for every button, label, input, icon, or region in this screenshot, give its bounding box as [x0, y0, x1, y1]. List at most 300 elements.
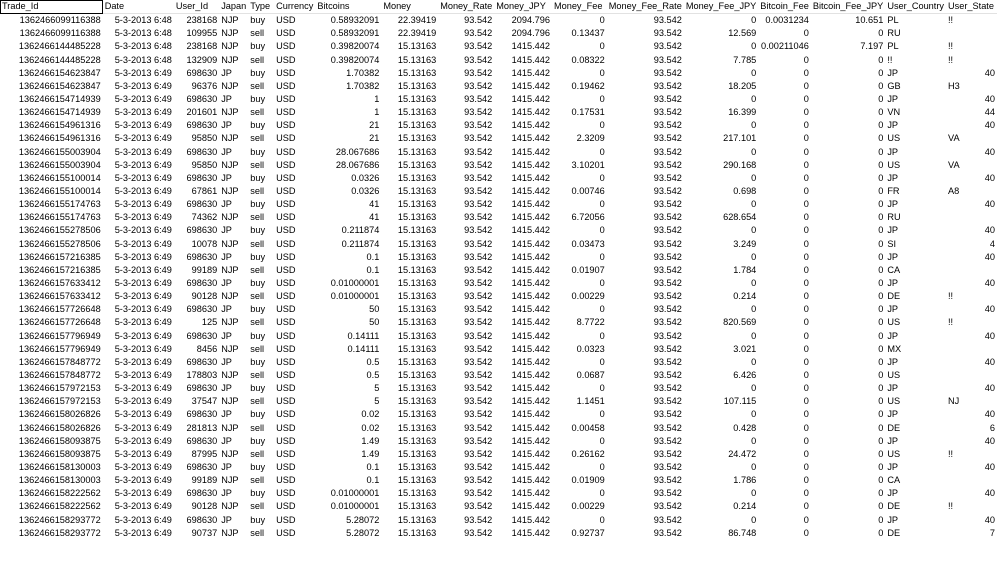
- cell-user-state[interactable]: !!: [948, 41, 954, 52]
- cell-money-jpy[interactable]: 1415.442: [511, 146, 550, 157]
- cell-japan[interactable]: JP: [221, 199, 232, 210]
- cell-bitcoins[interactable]: 0.02: [361, 422, 380, 433]
- cell-bitcoin-fee-jpy[interactable]: 0: [878, 422, 884, 433]
- cell-money[interactable]: 15.13163: [397, 435, 437, 446]
- cell-user-country[interactable]: JP: [887, 94, 899, 105]
- cell-bitcoin-fee[interactable]: 0: [803, 343, 809, 354]
- cell-money-fee-rate[interactable]: 93.542: [653, 186, 682, 197]
- column-header-bitcoin-fee-jpy[interactable]: Bitcoin_Fee_JPY: [811, 0, 885, 14]
- cell-type[interactable]: buy: [250, 383, 266, 394]
- cell-user-id[interactable]: 698630: [186, 461, 218, 472]
- cell-user-id[interactable]: 95850: [191, 159, 218, 170]
- cell-japan[interactable]: NJP: [221, 186, 239, 197]
- cell-bitcoin-fee[interactable]: 0: [803, 304, 809, 315]
- cell-user-country[interactable]: RU: [887, 212, 901, 223]
- cell-japan[interactable]: NJP: [221, 159, 239, 170]
- cell-money-jpy[interactable]: 1415.442: [511, 80, 550, 91]
- cell-currency[interactable]: USD: [276, 120, 296, 131]
- cell-bitcoin-fee-jpy[interactable]: 0: [878, 278, 884, 289]
- cell-user-state[interactable]: H3: [948, 80, 960, 91]
- cell-bitcoins[interactable]: 41: [369, 199, 380, 210]
- cell-money-fee-jpy[interactable]: 290.168: [723, 159, 757, 170]
- cell-trade-id[interactable]: 1362466154714939: [18, 94, 101, 105]
- cell-money-rate[interactable]: 93.542: [464, 356, 493, 367]
- cell-bitcoin-fee-jpy[interactable]: 0: [878, 146, 884, 157]
- cell-japan[interactable]: NJP: [221, 133, 239, 144]
- cell-money-fee[interactable]: 0: [599, 199, 605, 210]
- cell-user-country[interactable]: JP: [887, 146, 899, 157]
- cell-money-jpy[interactable]: 1415.442: [511, 264, 550, 275]
- cell-date[interactable]: 5-3-2013 6:49: [114, 159, 172, 170]
- column-header-user-country[interactable]: User_Country: [885, 0, 946, 14]
- cell-money-fee-jpy[interactable]: 0: [751, 67, 757, 78]
- cell-bitcoin-fee[interactable]: 0: [803, 475, 809, 486]
- cell-trade-id[interactable]: 1362466154623847: [18, 80, 101, 91]
- cell-date[interactable]: 5-3-2013 6:49: [114, 409, 172, 420]
- cell-user-country[interactable]: DE: [887, 501, 901, 512]
- cell-money-fee-jpy[interactable]: 0: [751, 356, 757, 367]
- cell-money-fee[interactable]: 0.13437: [571, 28, 605, 39]
- cell-bitcoin-fee[interactable]: 0: [803, 225, 809, 236]
- cell-money-rate[interactable]: 93.542: [464, 133, 493, 144]
- cell-trade-id[interactable]: 1362466157726648: [18, 304, 101, 315]
- cell-user-state[interactable]: A8: [948, 186, 960, 197]
- cell-user-state[interactable]: 40: [984, 146, 995, 157]
- cell-money-rate[interactable]: 93.542: [464, 54, 493, 65]
- cell-date[interactable]: 5-3-2013 6:49: [114, 304, 172, 315]
- column-header-trade-id[interactable]: Trade_Id: [0, 0, 103, 14]
- cell-type[interactable]: buy: [250, 67, 266, 78]
- cell-money-rate[interactable]: 93.542: [464, 370, 493, 380]
- cell-trade-id[interactable]: 1362466155100014: [18, 172, 101, 183]
- cell-money[interactable]: 15.13163: [397, 383, 437, 394]
- cell-user-country[interactable]: JP: [887, 461, 899, 472]
- cell-money-jpy[interactable]: 1415.442: [511, 501, 550, 512]
- column-header-bitcoins[interactable]: Bitcoins: [315, 0, 381, 14]
- cell-money-fee[interactable]: 0.03473: [571, 238, 605, 249]
- cell-money-fee-rate[interactable]: 93.542: [653, 291, 682, 302]
- cell-bitcoin-fee[interactable]: 0: [803, 448, 809, 459]
- cell-user-id[interactable]: 698630: [186, 225, 218, 236]
- cell-money-rate[interactable]: 93.542: [464, 212, 493, 223]
- cell-bitcoin-fee[interactable]: 0: [803, 186, 809, 197]
- cell-bitcoin-fee[interactable]: 0: [803, 514, 809, 525]
- cell-type[interactable]: buy: [250, 225, 266, 236]
- cell-type[interactable]: buy: [250, 461, 266, 472]
- cell-money[interactable]: 15.13163: [397, 212, 437, 223]
- cell-date[interactable]: 5-3-2013 6:49: [114, 120, 172, 131]
- cell-user-country[interactable]: US: [887, 317, 901, 328]
- cell-bitcoin-fee[interactable]: 0: [803, 67, 809, 78]
- cell-bitcoins[interactable]: 50: [369, 304, 380, 315]
- cell-money-jpy[interactable]: 1415.442: [511, 199, 550, 210]
- cell-money-rate[interactable]: 93.542: [464, 172, 493, 183]
- cell-money-fee-jpy[interactable]: 0: [751, 199, 757, 210]
- cell-type[interactable]: sell: [250, 28, 265, 39]
- cell-trade-id[interactable]: 1362466099116388: [19, 15, 101, 26]
- cell-money-jpy[interactable]: 1415.442: [511, 356, 550, 367]
- cell-japan[interactable]: NJP: [221, 501, 239, 512]
- cell-bitcoins[interactable]: 5.28072: [346, 514, 380, 525]
- cell-money-fee[interactable]: 0: [599, 15, 605, 26]
- cell-money-jpy[interactable]: 1415.442: [511, 448, 550, 459]
- cell-user-country[interactable]: JP: [887, 488, 899, 499]
- cell-user-country[interactable]: SI: [887, 238, 896, 249]
- cell-date[interactable]: 5-3-2013 6:48: [114, 15, 172, 26]
- cell-money-fee[interactable]: 0.00229: [571, 501, 605, 512]
- cell-money-jpy[interactable]: 1415.442: [511, 435, 550, 446]
- cell-money[interactable]: 15.13163: [397, 501, 437, 512]
- cell-type[interactable]: sell: [250, 186, 265, 197]
- cell-type[interactable]: buy: [250, 488, 266, 499]
- cell-japan[interactable]: JP: [221, 409, 232, 420]
- cell-money[interactable]: 15.13163: [397, 330, 437, 341]
- cell-user-state[interactable]: 40: [984, 356, 995, 367]
- cell-money-fee[interactable]: 0: [599, 120, 605, 131]
- cell-type[interactable]: sell: [250, 343, 265, 354]
- cell-money-fee[interactable]: 0: [599, 251, 605, 262]
- cell-user-state[interactable]: VA: [948, 133, 960, 144]
- cell-money-rate[interactable]: 93.542: [464, 94, 493, 105]
- cell-bitcoin-fee-jpy[interactable]: 0: [878, 527, 884, 538]
- cell-bitcoin-fee[interactable]: 0: [803, 94, 809, 105]
- cell-bitcoins[interactable]: 0.14111: [347, 330, 380, 341]
- cell-money-fee-rate[interactable]: 93.542: [653, 41, 682, 52]
- cell-user-id[interactable]: 281813: [186, 422, 218, 433]
- cell-bitcoins[interactable]: 1.70382: [346, 67, 380, 78]
- cell-bitcoins[interactable]: 0.1: [366, 461, 380, 472]
- cell-money-fee[interactable]: 0.19462: [571, 80, 605, 91]
- cell-japan[interactable]: NJP: [221, 80, 239, 91]
- cell-user-country[interactable]: US: [887, 448, 901, 459]
- cell-date[interactable]: 5-3-2013 6:49: [114, 448, 172, 459]
- cell-user-country[interactable]: JP: [887, 120, 899, 131]
- cell-trade-id[interactable]: 1362466155174763: [18, 199, 101, 210]
- cell-trade-id[interactable]: 1362466157796949: [18, 343, 101, 354]
- column-header-money-rate[interactable]: Money_Rate: [438, 0, 494, 14]
- cell-trade-id[interactable]: 1362466155100014: [18, 186, 101, 197]
- cell-money-fee-rate[interactable]: 93.542: [653, 527, 682, 538]
- cell-trade-id[interactable]: 1362466154961316: [18, 120, 101, 131]
- cell-user-country[interactable]: JP: [887, 356, 899, 367]
- cell-trade-id[interactable]: 1362466157972153: [18, 383, 101, 394]
- cell-date[interactable]: 5-3-2013 6:49: [114, 396, 172, 407]
- column-header-bitcoin-fee[interactable]: Bitcoin_Fee: [758, 0, 811, 14]
- cell-japan[interactable]: NJP: [221, 396, 239, 407]
- cell-user-id[interactable]: 10078: [191, 238, 218, 249]
- cell-japan[interactable]: NJP: [221, 264, 239, 275]
- cell-money-rate[interactable]: 93.542: [464, 461, 493, 472]
- cell-date[interactable]: 5-3-2013 6:49: [114, 251, 172, 262]
- cell-money-fee-rate[interactable]: 93.542: [653, 172, 682, 183]
- cell-money-rate[interactable]: 93.542: [464, 251, 493, 262]
- cell-user-id[interactable]: 90128: [191, 291, 218, 302]
- cell-bitcoin-fee[interactable]: 0: [803, 107, 809, 118]
- cell-trade-id[interactable]: 1362466158293772: [18, 527, 101, 538]
- cell-user-country[interactable]: CA: [887, 475, 901, 486]
- cell-money-fee-jpy[interactable]: 0: [751, 172, 757, 183]
- cell-type[interactable]: buy: [250, 172, 266, 183]
- cell-bitcoin-fee[interactable]: 0: [803, 501, 809, 512]
- cell-date[interactable]: 5-3-2013 6:49: [114, 146, 172, 157]
- cell-bitcoin-fee-jpy[interactable]: 0: [878, 396, 884, 407]
- cell-user-state[interactable]: 40: [984, 199, 995, 210]
- cell-money-jpy[interactable]: 1415.442: [511, 383, 550, 394]
- cell-money-fee-rate[interactable]: 93.542: [653, 28, 682, 39]
- cell-trade-id[interactable]: 1362466099116388: [19, 28, 101, 39]
- cell-japan[interactable]: JP: [221, 435, 232, 446]
- cell-money-jpy[interactable]: 1415.442: [511, 212, 550, 223]
- cell-date[interactable]: 5-3-2013 6:49: [114, 264, 172, 275]
- cell-money[interactable]: 15.13163: [397, 146, 437, 157]
- cell-money-fee-rate[interactable]: 93.542: [653, 15, 682, 26]
- cell-japan[interactable]: JP: [221, 146, 232, 157]
- cell-currency[interactable]: USD: [276, 422, 296, 433]
- cell-user-id[interactable]: 698630: [186, 251, 218, 262]
- cell-trade-id[interactable]: 1362466155003904: [18, 146, 101, 157]
- cell-money[interactable]: 15.13163: [397, 172, 437, 183]
- cell-money-fee[interactable]: 0: [599, 225, 605, 236]
- cell-bitcoin-fee[interactable]: 0: [803, 317, 809, 328]
- cell-money-fee-jpy[interactable]: 0: [751, 409, 757, 420]
- cell-money[interactable]: 15.13163: [397, 278, 437, 289]
- cell-user-id[interactable]: 67861: [191, 186, 218, 197]
- cell-bitcoin-fee-jpy[interactable]: 0: [878, 199, 884, 210]
- cell-bitcoins[interactable]: 1: [374, 94, 380, 105]
- cell-money-fee-jpy[interactable]: 0: [751, 146, 757, 157]
- cell-currency[interactable]: USD: [276, 251, 296, 262]
- cell-money-jpy[interactable]: 1415.442: [511, 94, 550, 105]
- cell-money-rate[interactable]: 93.542: [464, 317, 493, 328]
- cell-trade-id[interactable]: 1362466157726648: [18, 317, 101, 328]
- cell-japan[interactable]: NJP: [221, 238, 239, 249]
- cell-user-state[interactable]: 4: [989, 238, 995, 249]
- cell-bitcoin-fee-jpy[interactable]: 0: [878, 383, 884, 394]
- cell-user-state[interactable]: 40: [984, 120, 995, 131]
- cell-money-fee-jpy[interactable]: 0: [751, 488, 757, 499]
- cell-bitcoin-fee-jpy[interactable]: 0: [878, 212, 884, 223]
- cell-money[interactable]: 15.13163: [397, 54, 437, 65]
- cell-date[interactable]: 5-3-2013 6:49: [114, 383, 172, 394]
- cell-money-jpy[interactable]: 1415.442: [511, 475, 550, 486]
- cell-currency[interactable]: USD: [276, 133, 296, 144]
- cell-money-fee-jpy[interactable]: 0: [751, 15, 757, 26]
- cell-money-fee-jpy[interactable]: 0: [751, 41, 757, 52]
- cell-trade-id[interactable]: 1362466158130003: [18, 475, 101, 486]
- cell-date[interactable]: 5-3-2013 6:49: [114, 186, 172, 197]
- cell-money-fee[interactable]: 2.3209: [576, 133, 605, 144]
- cell-money-fee-rate[interactable]: 93.542: [653, 107, 682, 118]
- cell-bitcoin-fee[interactable]: 0: [803, 159, 809, 170]
- cell-money[interactable]: 15.13163: [397, 120, 437, 131]
- cell-money-fee-jpy[interactable]: 217.101: [723, 133, 757, 144]
- cell-bitcoin-fee-jpy[interactable]: 0: [878, 159, 884, 170]
- cell-trade-id[interactable]: 1362466157972153: [18, 396, 101, 407]
- cell-currency[interactable]: USD: [276, 396, 296, 407]
- cell-user-country[interactable]: DE: [887, 291, 901, 302]
- cell-bitcoin-fee-jpy[interactable]: 0: [878, 356, 884, 367]
- cell-user-country[interactable]: FR: [887, 186, 900, 197]
- cell-money[interactable]: 15.13163: [397, 448, 437, 459]
- cell-money-rate[interactable]: 93.542: [464, 291, 493, 302]
- column-header-money-fee-jpy[interactable]: Money_Fee_JPY: [684, 0, 758, 14]
- cell-money-fee[interactable]: 0: [599, 356, 605, 367]
- cell-money-fee-rate[interactable]: 93.542: [653, 461, 682, 472]
- cell-bitcoin-fee-jpy[interactable]: 0: [878, 291, 884, 302]
- cell-money-fee-jpy[interactable]: 0.214: [733, 291, 757, 302]
- cell-money-fee[interactable]: 0: [599, 435, 605, 446]
- cell-trade-id[interactable]: 1362466158026826: [18, 409, 101, 420]
- cell-money-rate[interactable]: 93.542: [464, 28, 493, 39]
- cell-money-fee[interactable]: 0: [599, 461, 605, 472]
- cell-user-country[interactable]: JP: [887, 172, 899, 183]
- cell-money-rate[interactable]: 93.542: [464, 514, 493, 525]
- cell-currency[interactable]: USD: [276, 172, 296, 183]
- cell-date[interactable]: 5-3-2013 6:49: [114, 488, 172, 499]
- cell-japan[interactable]: NJP: [221, 343, 239, 354]
- cell-type[interactable]: sell: [250, 212, 265, 223]
- cell-bitcoin-fee-jpy[interactable]: 0: [878, 514, 884, 525]
- cell-bitcoin-fee-jpy[interactable]: 0: [878, 54, 884, 65]
- cell-bitcoin-fee[interactable]: 0: [803, 28, 809, 39]
- cell-money-fee[interactable]: 0: [599, 330, 605, 341]
- cell-user-id[interactable]: 698630: [186, 488, 218, 499]
- cell-user-state[interactable]: 40: [984, 383, 995, 394]
- cell-user-state[interactable]: 40: [984, 435, 995, 446]
- cell-japan[interactable]: JP: [221, 356, 232, 367]
- cell-type[interactable]: sell: [250, 448, 265, 459]
- cell-trade-id[interactable]: 1362466155174763: [18, 212, 101, 223]
- cell-bitcoin-fee[interactable]: 0: [803, 383, 809, 394]
- cell-bitcoins[interactable]: 0.1: [366, 475, 380, 486]
- cell-user-id[interactable]: 698630: [186, 330, 218, 341]
- cell-bitcoin-fee-jpy[interactable]: 0: [878, 264, 884, 275]
- cell-japan[interactable]: JP: [221, 383, 232, 394]
- cell-money-fee-jpy[interactable]: 0: [751, 330, 757, 341]
- cell-user-country[interactable]: JP: [887, 330, 899, 341]
- cell-trade-id[interactable]: 1362466157633412: [18, 291, 101, 302]
- cell-user-country[interactable]: DE: [887, 422, 901, 433]
- cell-money[interactable]: 15.13163: [397, 527, 437, 538]
- cell-money[interactable]: 15.13163: [397, 304, 437, 315]
- cell-currency[interactable]: USD: [276, 264, 296, 275]
- cell-money-fee-jpy[interactable]: 3.021: [733, 343, 757, 354]
- cell-user-id[interactable]: 698630: [186, 278, 218, 289]
- cell-bitcoins[interactable]: 0.39820074: [330, 54, 380, 65]
- cell-date[interactable]: 5-3-2013 6:49: [114, 422, 172, 433]
- cell-japan[interactable]: NJP: [221, 422, 239, 433]
- cell-user-state[interactable]: 40: [984, 514, 995, 525]
- cell-money-jpy[interactable]: 1415.442: [511, 422, 550, 433]
- cell-money-jpy[interactable]: 1415.442: [511, 343, 550, 354]
- cell-bitcoin-fee-jpy[interactable]: 0: [878, 475, 884, 486]
- cell-date[interactable]: 5-3-2013 6:49: [114, 278, 172, 289]
- cell-money[interactable]: 15.13163: [397, 67, 437, 78]
- cell-money[interactable]: 22.39419: [397, 15, 437, 26]
- cell-bitcoin-fee-jpy[interactable]: 0: [878, 409, 884, 420]
- cell-money-rate[interactable]: 93.542: [464, 475, 493, 486]
- cell-japan[interactable]: JP: [221, 330, 232, 341]
- cell-user-id[interactable]: 698630: [186, 120, 218, 131]
- cell-money[interactable]: 15.13163: [397, 488, 437, 499]
- cell-bitcoin-fee-jpy[interactable]: 0: [878, 225, 884, 236]
- cell-trade-id[interactable]: 1362466158293772: [18, 514, 101, 525]
- cell-user-state[interactable]: 7: [989, 527, 995, 538]
- cell-money-fee-rate[interactable]: 93.542: [653, 120, 682, 131]
- cell-bitcoin-fee[interactable]: 0: [803, 146, 809, 157]
- cell-currency[interactable]: USD: [276, 343, 296, 354]
- cell-money-jpy[interactable]: 1415.442: [511, 41, 550, 52]
- cell-money-fee-jpy[interactable]: 6.426: [733, 370, 757, 380]
- cell-money[interactable]: 15.13163: [397, 251, 437, 262]
- cell-user-id[interactable]: 99189: [191, 475, 218, 486]
- cell-money-fee-rate[interactable]: 93.542: [653, 159, 682, 170]
- cell-type[interactable]: buy: [250, 278, 266, 289]
- cell-bitcoins[interactable]: 41: [369, 212, 380, 223]
- cell-money-fee-jpy[interactable]: 0: [751, 251, 757, 262]
- column-header-money-fee-rate[interactable]: Money_Fee_Rate: [607, 0, 684, 14]
- cell-user-id[interactable]: 238168: [186, 15, 218, 26]
- cell-money[interactable]: 15.13163: [397, 317, 437, 328]
- cell-japan[interactable]: NJP: [221, 475, 239, 486]
- cell-date[interactable]: 5-3-2013 6:49: [114, 67, 172, 78]
- cell-japan[interactable]: JP: [221, 514, 232, 525]
- cell-money-fee-jpy[interactable]: 0.698: [733, 186, 757, 197]
- cell-money[interactable]: 15.13163: [397, 356, 437, 367]
- cell-trade-id[interactable]: 1362466157796949: [18, 330, 101, 341]
- cell-money[interactable]: 22.39419: [397, 28, 437, 39]
- cell-bitcoin-fee[interactable]: 0: [803, 330, 809, 341]
- cell-type[interactable]: buy: [250, 146, 266, 157]
- cell-japan[interactable]: JP: [221, 120, 232, 131]
- cell-bitcoin-fee[interactable]: 0: [803, 199, 809, 210]
- cell-bitcoin-fee[interactable]: 0: [803, 527, 809, 538]
- cell-user-state[interactable]: 6: [989, 422, 995, 433]
- cell-money-fee-rate[interactable]: 93.542: [653, 356, 682, 367]
- cell-money-jpy[interactable]: 1415.442: [511, 370, 550, 380]
- cell-user-country[interactable]: JP: [887, 199, 899, 210]
- cell-money-fee[interactable]: 0.26162: [571, 448, 605, 459]
- cell-bitcoins[interactable]: 0.01000001: [330, 501, 380, 512]
- cell-bitcoins[interactable]: 0.0326: [351, 186, 380, 197]
- cell-money-fee-jpy[interactable]: 0.214: [733, 501, 757, 512]
- cell-bitcoin-fee-jpy[interactable]: 0: [878, 172, 884, 183]
- cell-money-fee[interactable]: 0: [599, 146, 605, 157]
- cell-currency[interactable]: USD: [276, 488, 296, 499]
- cell-currency[interactable]: USD: [276, 54, 296, 65]
- cell-user-id[interactable]: 74362: [191, 212, 218, 223]
- cell-money-fee-rate[interactable]: 93.542: [653, 330, 682, 341]
- cell-bitcoin-fee-jpy[interactable]: 7.197: [860, 41, 884, 52]
- cell-type[interactable]: sell: [250, 317, 265, 328]
- cell-bitcoin-fee-jpy[interactable]: 0: [878, 67, 884, 78]
- cell-money-rate[interactable]: 93.542: [464, 304, 493, 315]
- cell-money-jpy[interactable]: 1415.442: [511, 159, 550, 170]
- cell-type[interactable]: sell: [250, 422, 265, 433]
- cell-japan[interactable]: NJP: [221, 370, 239, 380]
- cell-date[interactable]: 5-3-2013 6:49: [114, 475, 172, 486]
- cell-user-state[interactable]: [946, 211, 997, 224]
- cell-money-rate[interactable]: 93.542: [464, 488, 493, 499]
- cell-money-rate[interactable]: 93.542: [464, 225, 493, 236]
- cell-trade-id[interactable]: 1362466155278506: [18, 225, 101, 236]
- cell-money-fee-rate[interactable]: 93.542: [653, 370, 682, 380]
- cell-trade-id[interactable]: 1362466144485228: [18, 54, 101, 65]
- cell-japan[interactable]: JP: [221, 172, 232, 183]
- cell-user-country[interactable]: JP: [887, 225, 899, 236]
- cell-money-fee-rate[interactable]: 93.542: [653, 317, 682, 328]
- cell-money-rate[interactable]: 93.542: [464, 501, 493, 512]
